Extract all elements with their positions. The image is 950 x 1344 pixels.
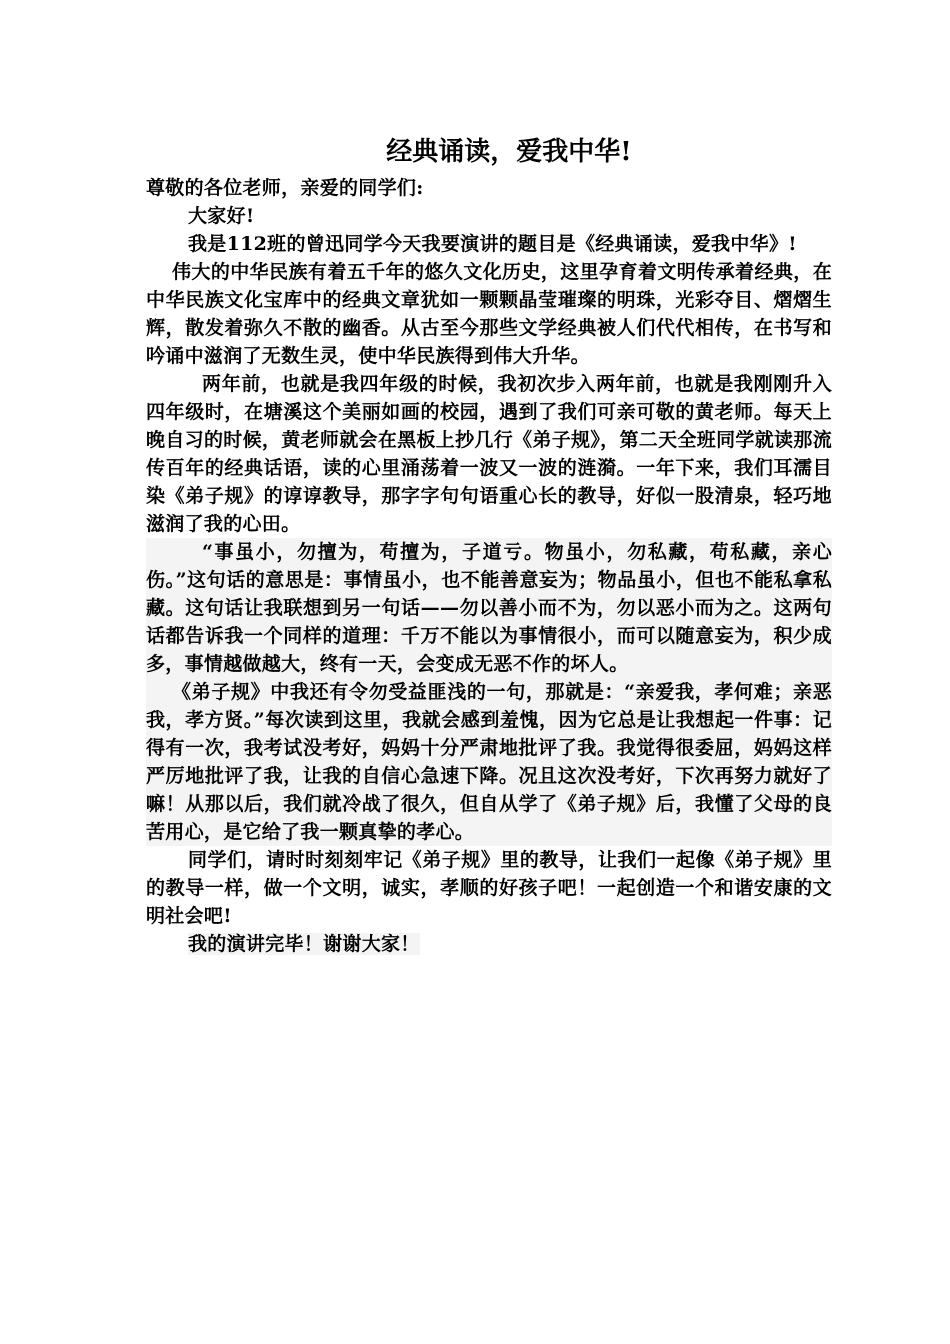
intro-paragraph: 我是112班的曾迅同学今天我要演讲的题目是《经典诵读，爱我中华》!: [188, 233, 797, 255]
document-title: 经典诵读，爱我中华!: [386, 137, 632, 167]
memory-paragraph: 两年前，也就是我四年级的时候，我初次步入两年前，也就是我刚刚升入四年级时，在塘溪这个美丽如画的校园，遇到了我们可亲可敬的黄老师。每天上晚自习的时候，黄老师就会在黑板上抄几行《弟子规》，第二天全班同学就读那流传百年的经典话语，读的心里涌荡着一波又一波的涟漪。一年下来，我们耳濡目染《弟子规》的谆谆教导，那字字句句语重心长的教导，好似一股清泉，轻巧地滋润了我的心田。: [146, 373, 832, 535]
appeal-paragraph: 同学们，请时时刻刻牢记《弟子规》里的教导，让我们一起像《弟子规》里的教导一样，做一个文明，诚实，孝顺的好孩子吧！一起创造一个和谐安康的文明社会吧!: [146, 849, 832, 927]
greeting: 大家好!: [188, 205, 255, 227]
closing-paragraph: [146, 930, 832, 958]
document-page: [146, 130, 832, 958]
culture-paragraph: 伟大的中华民族有着五千年的悠久文化历史，这里孕育着文明传承着经典，在中华民族文化宝库中的经典文章犹如一颗颗晶莹璀璨的明珠，光彩夺目、熠熠生辉，散发着弥久不散的幽香。从古至今那些文学经典被人们代代相传，在书写和吟诵中滋润了无数生灵，使中华民族得到伟大升华。: [146, 261, 832, 367]
quote-paragraph: “事虽小，勿擅为，苟擅为，子道亏。物虽小，勿私藏，苟私藏，亲心伤。”这句话的意思是：事情虽小，也不能善意妄为；物品虽小，但也不能私拿私藏。这句话让我联想到另一句话——勿以善小而不为，勿以恶小而为之。这两句话都告诉我一个同样的道理：千万不能以为事情很小，而可以随意妄为，积少成多，事情越做越大，终有一天，会变成无恶不作的坏人。: [146, 538, 832, 678]
salutation: 尊敬的各位老师，亲爱的同学们:: [146, 177, 424, 199]
filial-paragraph: 《弟子规》中我还有令勿受益匪浅的一句，那就是：“亲爱我，孝何难；亲恶我，孝方贤。”每次读到这里，我就会感到羞愧，因为它总是让我想起一件事：记得有一次，我考试没考好，妈妈十分严肃地批评了我。我觉得很委屈，妈妈这样严厉地批评了我，让我的自信心急速下降。况且这次没考好，下次再努力就好了嘛！从那以后，我们就冷战了很久，但自从学了《弟子规》后，我懂了父母的良苦用心，是它给了我一颗真挚的孝心。: [146, 678, 832, 846]
closing-text: 我的演讲完毕！谢谢大家！: [188, 933, 420, 955]
speech-body: [146, 174, 832, 958]
